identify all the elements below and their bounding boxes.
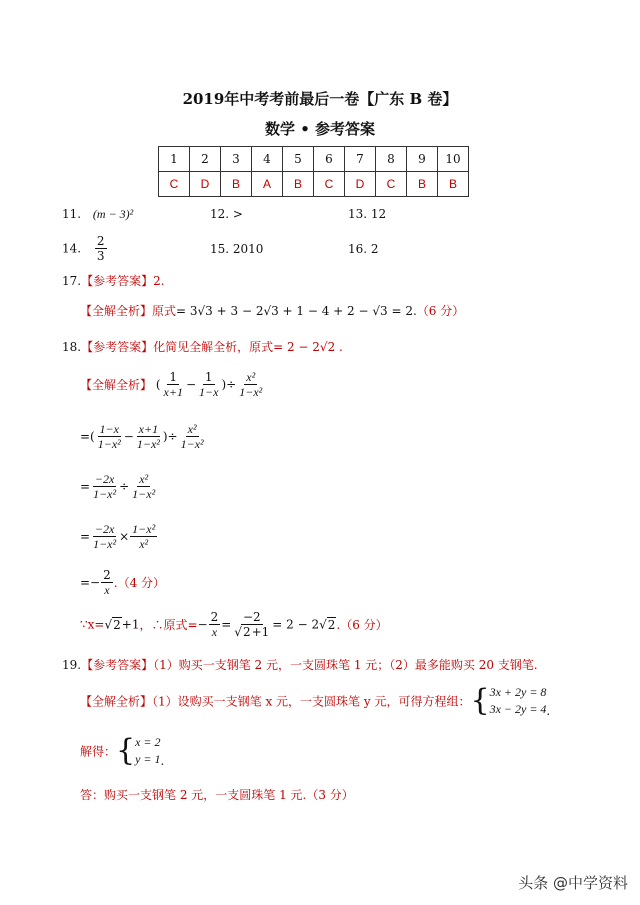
q14-fraction [95,234,107,263]
q18-analysis-line2: =( $\frac{1-x}{\text{1−x²}}$ − $\frac{x+1}{\text{1−x²}}$ )÷ $\frac{\text{x²}}{\text{1−x²}}$ [80,422,204,451]
q19-equation-system [490,684,547,718]
answer-cell: B [283,172,314,197]
q19-sol1: x = 2 [135,735,161,749]
q17-analysis-prefix: 原式 [152,304,177,318]
page-title: 2019年中考考前最后一卷【广东 B 卷】 [182,90,458,108]
question-number-cell: 9 [407,147,438,172]
left-brace-icon: { [470,683,490,718]
q14-denominator: 3 [96,249,105,263]
q18-analysis-line5: =− $\frac{2}{x}$ .（4 分） [80,568,166,597]
q19-answer-tag: 【参考答案】 [81,658,154,672]
answer-cell: C [159,172,190,197]
q18-analysis-line1: 【全解全析】 ( $\frac{1}{x+1}$ − $\frac{1}{1-x}$ )÷ $\frac{\text{x²}}{\text{1−x²}}$ [80,370,263,399]
q14-numerator: 2 [96,234,105,248]
question-number-cell: 10 [438,147,469,172]
q19-solution-system [135,734,160,768]
q15: 15. 2010 [210,242,264,256]
question-number-cell: 6 [314,147,345,172]
answer-cell: B [438,172,469,197]
page-subtitle: 数学 • 参考答案 [264,120,376,138]
q13: 13. 12 [348,207,387,221]
q17-analysis-line [80,302,464,319]
q17-answer-line [62,272,165,289]
answer-cell: B [221,172,252,197]
question-number-cell: 8 [376,147,407,172]
q19-analysis-line: 【全解全析】（1）设购买一支钢笔 x 元，一支圆珠笔 y 元，可得方程组：{ 3x + 2y = 8 3x − 2y = 4 . [80,683,551,718]
question-number-cell: 7 [345,147,376,172]
question-number-cell: 1 [159,147,190,172]
q19-analysis-text: （1）设购买一支钢笔 x 元，一支圆珠笔 y 元，可得方程组： [152,694,471,709]
q18-line6-prefix: ∵x= [80,617,105,632]
q18-line6-mid: ，∴原式= [139,618,198,632]
answer-cell: A [252,172,283,197]
answer-cell: C [376,172,407,197]
q18-label: 18. [62,340,82,354]
q18-answer-line [62,338,343,355]
q19-answer: （1）购买一支钢笔 2 元，一支圆珠笔 1 元；（2）最多能购买 20 支钢笔. [153,658,538,672]
q17-score: （6 分） [416,304,465,318]
answer-table-number-row [159,147,469,172]
q19-eq2: 3x − 2y = 4 [489,702,547,716]
q17-label: 17. [62,274,82,288]
q17-analysis-tag: 【全解全析】 [80,304,153,318]
q11-label: 11. [62,207,82,221]
q18-analysis-line3: = $\frac{-2x}{\text{1−x²}}$ ÷ $\frac{\text{x²}}{\text{1−x²}}$ [80,472,156,501]
q18-analysis-line6: ∵x=√2+1，∴原式=− $\frac{2}{x}$ = $\frac{-2}{√2+1}$ = 2 − 2√2.（6 分） [80,610,388,639]
q11 [62,207,133,222]
q19-analysis-tag: 【全解全析】 [80,694,153,709]
answer-cell: D [190,172,221,197]
q17-analysis-expr: = 3√3 + 3 − 2√3 + 1 − 4 + 2 − √3 = 2. [176,304,417,318]
q18-analysis-line4: = $\frac{-2x}{\text{1−x²}}$ × $\frac{\text{1−x²}}{\text{x²}}$ [80,522,156,551]
q17-answer: 2. [153,274,165,288]
answer-cell: D [345,172,376,197]
q11-answer: (m − 3)² [92,207,134,221]
q19-solution-line: 解得：{ x = 2 y = 1 . [80,733,165,768]
q14 [62,234,108,263]
q19-conclusion: 答：购买一支钢笔 2 元，一支圆珠笔 1 元.（3 分） [80,788,354,802]
question-number-cell: 2 [190,147,221,172]
q18-line5-score: .（4 分） [113,576,166,590]
q19-eq1: 3x + 2y = 8 [489,685,547,699]
q12: 12. > [210,207,243,221]
q19-label: 19. [62,658,82,672]
answer-table-answer-row [159,172,469,197]
answer-table [158,146,469,197]
q14-label: 14. [62,241,82,256]
q17-answer-tag: 【参考答案】 [81,274,154,288]
watermark: 头条 @中学资料 [518,874,628,892]
q19-sol2: y = 1 [135,752,161,766]
q18-answer: 化简见全解全析，原式= 2 − 2√2 . [153,340,343,354]
question-number-cell: 4 [252,147,283,172]
answer-cell: B [407,172,438,197]
q18-answer-tag: 【参考答案】 [81,340,154,354]
question-number-cell: 5 [283,147,314,172]
left-brace-icon: { [116,733,136,768]
answer-cell: C [314,172,345,197]
question-number-cell: 3 [221,147,252,172]
q18-line6-end: .（6 分） [336,618,388,632]
q19-answer-line [62,656,538,673]
q16: 16. 2 [348,242,379,256]
q19-solve-label: 解得： [80,744,117,759]
q18-analysis-tag: 【全解全析】 [80,378,153,392]
